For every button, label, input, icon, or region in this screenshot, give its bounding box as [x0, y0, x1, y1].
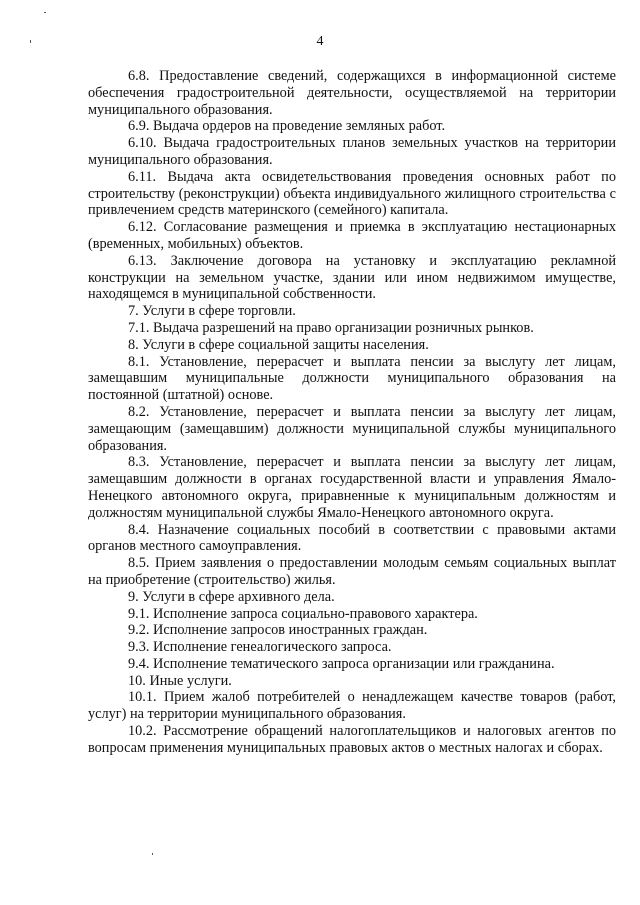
list-item: 8.5. Прием заявления о предоставлении молодым семьям социальных выплат на приобретение (строительство) жилья. — [88, 555, 616, 588]
list-item: 8.4. Назначение социальных пособий в соответствии с правовыми актами органов местного самоуправления. — [88, 521, 616, 555]
list-item: 6.13. Заключение договора на установку и эксплуатацию рекламной конструкции на земельном участке, здании или ином недвижимом имуществе, находящемся в муниципальной собственности. — [88, 252, 616, 303]
list-item: 8.3. Установление, перерасчет и выплата пенсии за выслугу лет лицам, замещавшим должности в органах государственной власти и управления Ямало-Ненецкого автономного округа, приравненные к муниципальным должностям и должностям муниципальной службы Ямало-Ненецкого автономного округа. — [88, 454, 616, 521]
list-item: 7.1. Выдача разрешений на право организации розничных рынков. — [128, 319, 534, 336]
scan-speck — [44, 12, 46, 13]
list-item: 6.8. Предоставление сведений, содержащихся в информационной системе обеспечения градостроительной деятельности, осуществляемой на территории муниципального образования. — [88, 68, 616, 118]
scan-speck — [152, 853, 153, 855]
section-heading: 9. Услуги в сфере архивного дела. — [128, 588, 335, 605]
list-item: 6.10. Выдача градостроительных планов земельных участков на территории муниципального образования. — [88, 135, 616, 168]
list-item: 8.2. Установление, перерасчет и выплата пенсии за выслугу лет лицам, замещающим (замещавшим) должности муниципальной службы муниципального образования. — [88, 403, 616, 454]
list-item: 6.9. Выдача ордеров на проведение земляных работ. — [128, 118, 446, 135]
list-item: 6.12. Согласование размещения и приемка в эксплуатацию нестационарных (временных, мобильных) объектов. — [88, 219, 616, 252]
section-heading: 8. Услуги в сфере социальной защиты населения. — [128, 336, 429, 353]
list-item: 10.1. Прием жалоб потребителей о ненадлежащем качестве товаров (работ, услуг) на территории муниципального образования. — [88, 689, 616, 723]
list-item: 6.11. Выдача акта освидетельствования проведения основных работ по строительству (реконструкции) объекта индивидуального жилищного строительства с привлечением средств материнского (семейного) капитала. — [88, 168, 616, 219]
list-item: 9.4. Исполнение тематического запроса организации или гражданина. — [128, 655, 555, 672]
document-body — [88, 68, 616, 757]
page-number: 4 — [316, 34, 324, 49]
list-item: 9.3. Исполнение генеалогического запроса. — [128, 639, 392, 656]
section-heading: 7. Услуги в сфере торговли. — [128, 303, 296, 320]
list-item: 9.1. Исполнение запроса социально-правового характера. — [128, 605, 478, 622]
list-item: 9.2. Исполнение запросов иностранных граждан. — [128, 622, 428, 639]
list-item: 10.2. Рассмотрение обращений налогоплательщиков и налоговых агентов по вопросам применения муниципальных правовых актов о местных налогах и сборах. — [88, 723, 616, 756]
list-item: 8.1. Установление, перерасчет и выплата пенсии за выслугу лет лицам, замещавшим муниципальные должности муниципального образования на постоянной (штатной) основе. — [88, 353, 616, 404]
section-heading: 10. Иные услуги. — [128, 672, 232, 689]
